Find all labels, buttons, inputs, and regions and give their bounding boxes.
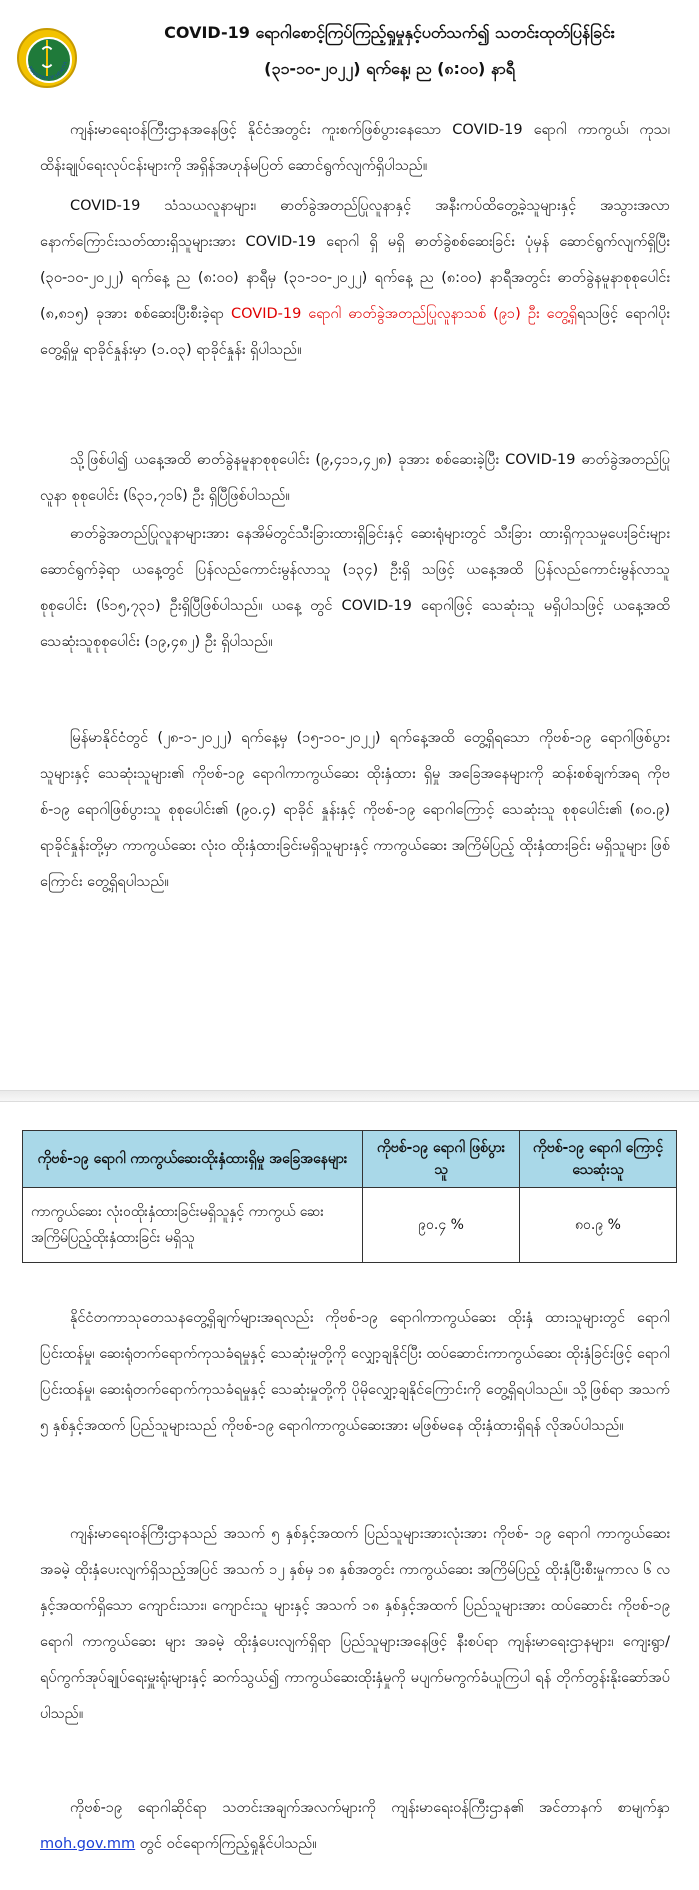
table-cell-deaths: ၈၀.၉ % [520, 1188, 677, 1263]
page-title: COVID-19 ရောဂါစောင့်ကြပ်ကြည့်ရှုမှုနှင့်ပတ်သက်၍ သတင်းထုတ်ပြန်ခြင်း [164, 23, 615, 42]
paragraph-5: မြန်မာနိုင်ငံတွင် (၂၈-၁-၂၀၂၂) ရက်နေ့မှ (၁၅-၁၀-၂၀၂၂) ရက်နေ့အထိ တွေ့ရှိရသော ကိုဗစ်-၁၉ ရောဂါဖြစ်ပွားသူများနှင့် သေဆုံးသူများ၏ ကိုဗစ်-၁၉ ရောဂါကာကွယ်ဆေး ထိုးနှံထား ရှိမှု အခြေအနေများကို ဆန်းစစ်ချက်အရ ကိုဗစ်-၁၉ ရောဂါဖြစ်ပွားသူ စုစုပေါင်း၏ (၉၀.၄) ရာခိုင် နှုန်းနှင့် ကိုဗစ်-၁၉ ရောဂါကြောင့် သေဆုံးသူ စုစုပေါင်း၏ (၈၀.၉) ရာခိုင်နှုန်းတို့မှာ ကာကွယ်ဆေး လုံးဝ ထိုးနှံထားခြင်းမရှိသူများနှင့် ကာကွယ်ဆေး အကြိမ်ပြည့် ထိုးနှံထားခြင်း မရှိသူများ ဖြစ် ကြောင်း တွေ့ရှိရပါသည်။ [40, 730, 670, 890]
table-header-status: ကိုဗစ်-၁၉ ရောဂါ ကာကွယ်ဆေးထိုးနှံထားရှိမှု အခြေအနေများ [23, 1131, 363, 1188]
paragraph-3: သို့ဖြစ်ပါ၍ ယနေ့အထိ ဓာတ်ခွဲနမူနာစုစုပေါင်း (၉,၄၁၁,၄၂၈) ခုအား စစ်ဆေးခဲ့ပြီး COVID-19 ဓာတ်ခွဲအတည်ပြုလူနာ စုစုပေါင်း (၆၃၁,၇၁၆) ဦး ရှိပြီဖြစ်ပါသည်။ [40, 452, 670, 504]
paragraph-2: COVID-19 သံသယလူနာများ၊ ဓာတ်ခွဲအတည်ပြုလူနာနှင့် အနီးကပ်ထိတွေ့ခဲ့သူများနှင့် အသွားအလာနောက်ကြောင်းသတ်ထားရှိသူများအား COVID-19 ရောဂါ ရှိ မရှိ ဓာတ်ခွဲစစ်ဆေးခြင်း ပုံမှန် ဆောင်ရွက်လျက်ရှိပြီး (၃၀-၁၀-၂၀၂၂) ရက်နေ့ ည (၈:၀၀) နာရီမှ (၃၁-၁၀-၂၀၂၂) ရက်နေ့ ည (၈:၀၀) နာရီအတွင်း ဓာတ်ခွဲနမူနာစုစုပေါင်း (၈,၈၁၅) ခုအား စစ်ဆေးပြီးစီးခဲ့ရာ COVID-19 ရောဂါ ဓာတ်ခွဲအတည်ပြုလူနာသစ် (၉၁) ဦး တွေ့ရှိရသဖြင့် ရောဂါပိုးတွေ့ရှိမှု ရာခိုင်နှုန်းမှာ (၁.၀၃) ရာခိုင်နှုန်း ရှိပါသည်။ [40, 198, 670, 358]
paragraph-4: ဓာတ်ခွဲအတည်ပြုလူနာများအား နေအိမ်တွင်သီးခြားထားရှိခြင်းနှင့် ဆေးရုံများတွင် သီးခြား ထားရှိကုသမှုပေးခြင်းများ ဆောင်ရွက်ခဲ့ရာ ယနေ့တွင် ပြန်လည်ကောင်းမွန်လာသူ (၁၃၄) ဦးရှိ သဖြင့် ယနေ့အထိ ပြန်လည်ကောင်းမွန်လာသူ စုစုပေါင်း (၆၁၅,၇၃၁) ဦးရှိပြီဖြစ်ပါသည်။ ယနေ့ တွင် COVID-19 ရောဂါဖြင့် သေဆုံးသူ မရှိပါသဖြင့် ယနေ့အထိ သေဆုံးသူစုစုပေါင်း (၁၉,၄၈၂) ဦး ရှိပါသည်။ [40, 526, 670, 650]
table-cell-cases: ၉၀.၄ % [363, 1188, 520, 1263]
paragraph-1: ကျန်းမာရေးဝန်ကြီးဌာနအနေဖြင့် နိုင်ငံအတွင်း ကူးစက်ဖြစ်ပွားနေသော COVID-19 ရောဂါ ကာကွယ်၊ ကုသ၊ ထိန်းချုပ်ရေးလုပ်ငန်းများကို အရှိန်အဟုန်မပြတ် ဆောင်ရွက်လျက်ရှိပါသည်။ [40, 122, 670, 174]
table-cell-status: ကာကွယ်ဆေး လုံးဝထိုးနှံထားခြင်းမရှိသူနှင့် ကာကွယ် ဆေး အကြိမ်ပြည့်ထိုးနှံထားခြင်း မရှိသူ [23, 1188, 363, 1263]
paragraph-7: ကျန်းမာရေးဝန်ကြီးဌာနသည် အသက် ၅ နှစ်နှင့်အထက် ပြည်သူများအားလုံးအား ကိုဗစ်- ၁၉ ရောဂါ ကာကွယ်ဆေး အခမဲ့ ထိုးနှံပေးလျက်ရှိသည့်အပြင် အသက် ၁၂ နှစ်မှ ၁၈ နှစ်အတွင်း ကာကွယ်ဆေး အကြိမ်ပြည့် ထိုးနှံပြီးစီးမှုကာလ ၆ လနှင့်အထက်ရှိသော ကျောင်းသား၊ ကျောင်းသူ များနှင့် အသက် ၁၈ နှစ်နှင့်အထက် ပြည်သူများအား ထပ်ဆောင်း ကိုဗစ်-၁၉ ရောဂါ ကာကွယ်ဆေး များ အခမဲ့ ထိုးနှံပေးလျက်ရှိရာ ပြည်သူများအနေဖြင့် နီးစပ်ရာ ကျန်းမာရေးဌာနများ၊ ကျေးရွာ/ ရပ်ကွက်အုပ်ချုပ်ရေးမှူးရုံးများနှင့် ဆက်သွယ်၍ ကာကွယ်ဆေးထိုးနှံမှုကို မပျက်မကွက်ခံယူကြပါ ရန် တိုက်တွန်းနိုးဆော်အပ်ပါသည်။ [40, 1526, 670, 1722]
paragraph-6: နိုင်ငံတကာသုတေသနတွေ့ရှိချက်များအရလည်း ကိုဗစ်-၁၉ ရောဂါကာကွယ်ဆေး ထိုးနှံ ထားသူများတွင် ရောဂါပြင်းထန်မှု၊ ဆေးရုံတက်ရောက်ကုသခံရမှုနှင့် သေဆုံးမှုတို့ကို လျှော့ချနိုင်ပြီး ထပ်ဆောင်းကာကွယ်ဆေး ထိုးနှံခြင်းဖြင့် ရောဂါပြင်းထန်မှု၊ ဆေးရုံတက်ရောက်ကုသခံရမှုနှင့် သေဆုံးမှုတို့ကို ပိုမိုလျှော့ချနိုင်ကြောင်းကို တွေ့ရှိရပါသည်။ သို့ဖြစ်ရာ အသက် ၅ နှစ်နှင့်အထက် ပြည်သူများသည် ကိုဗစ်-၁၉ ရောဂါကာကွယ်ဆေးအား မဖြစ်မနေ ထိုးနှံထားရှိရန် လိုအပ်ပါသည်။ [40, 1310, 670, 1434]
page-divider [0, 1090, 699, 1102]
page-date: (၃၁-၁၀-၂၀၂၂) ရက်နေ့၊ ည (၈:၀၀) နာရီ [264, 59, 515, 78]
table-header-deaths: ကိုဗစ်-၁၉ ရောဂါ ကြောင့် သေဆုံးသူ [520, 1131, 677, 1188]
ministry-of-health-logo [17, 28, 77, 88]
vaccination-status-table [22, 1130, 677, 1263]
new-cases-highlight: COVID-19 ရောဂါ ဓာတ်ခွဲအတည်ပြုလူနာသစ် (၉၁) ဦး တွေ့ရှိ [231, 306, 577, 322]
table-row [23, 1188, 677, 1263]
table-header-cases: ကိုဗစ်-၁၉ ရောဂါ ဖြစ်ပွားသူ [363, 1131, 520, 1188]
paragraph-8: ကိုဗစ်-၁၉ ရောဂါဆိုင်ရာ သတင်းအချက်အလက်များကို ကျန်းမာရေးဝန်ကြီးဌာန၏ အင်တာနက် စာမျက်နှာ moh.gov.mm တွင် ဝင်ရောက်ကြည့်ရှုနိုင်ပါသည်။ [40, 1800, 670, 1852]
moh-website-link[interactable]: moh.gov.mm [40, 1836, 136, 1852]
svg-text:MINISTRY OF HEALTH: MINISTRY OF HEALTH [26, 61, 69, 83]
